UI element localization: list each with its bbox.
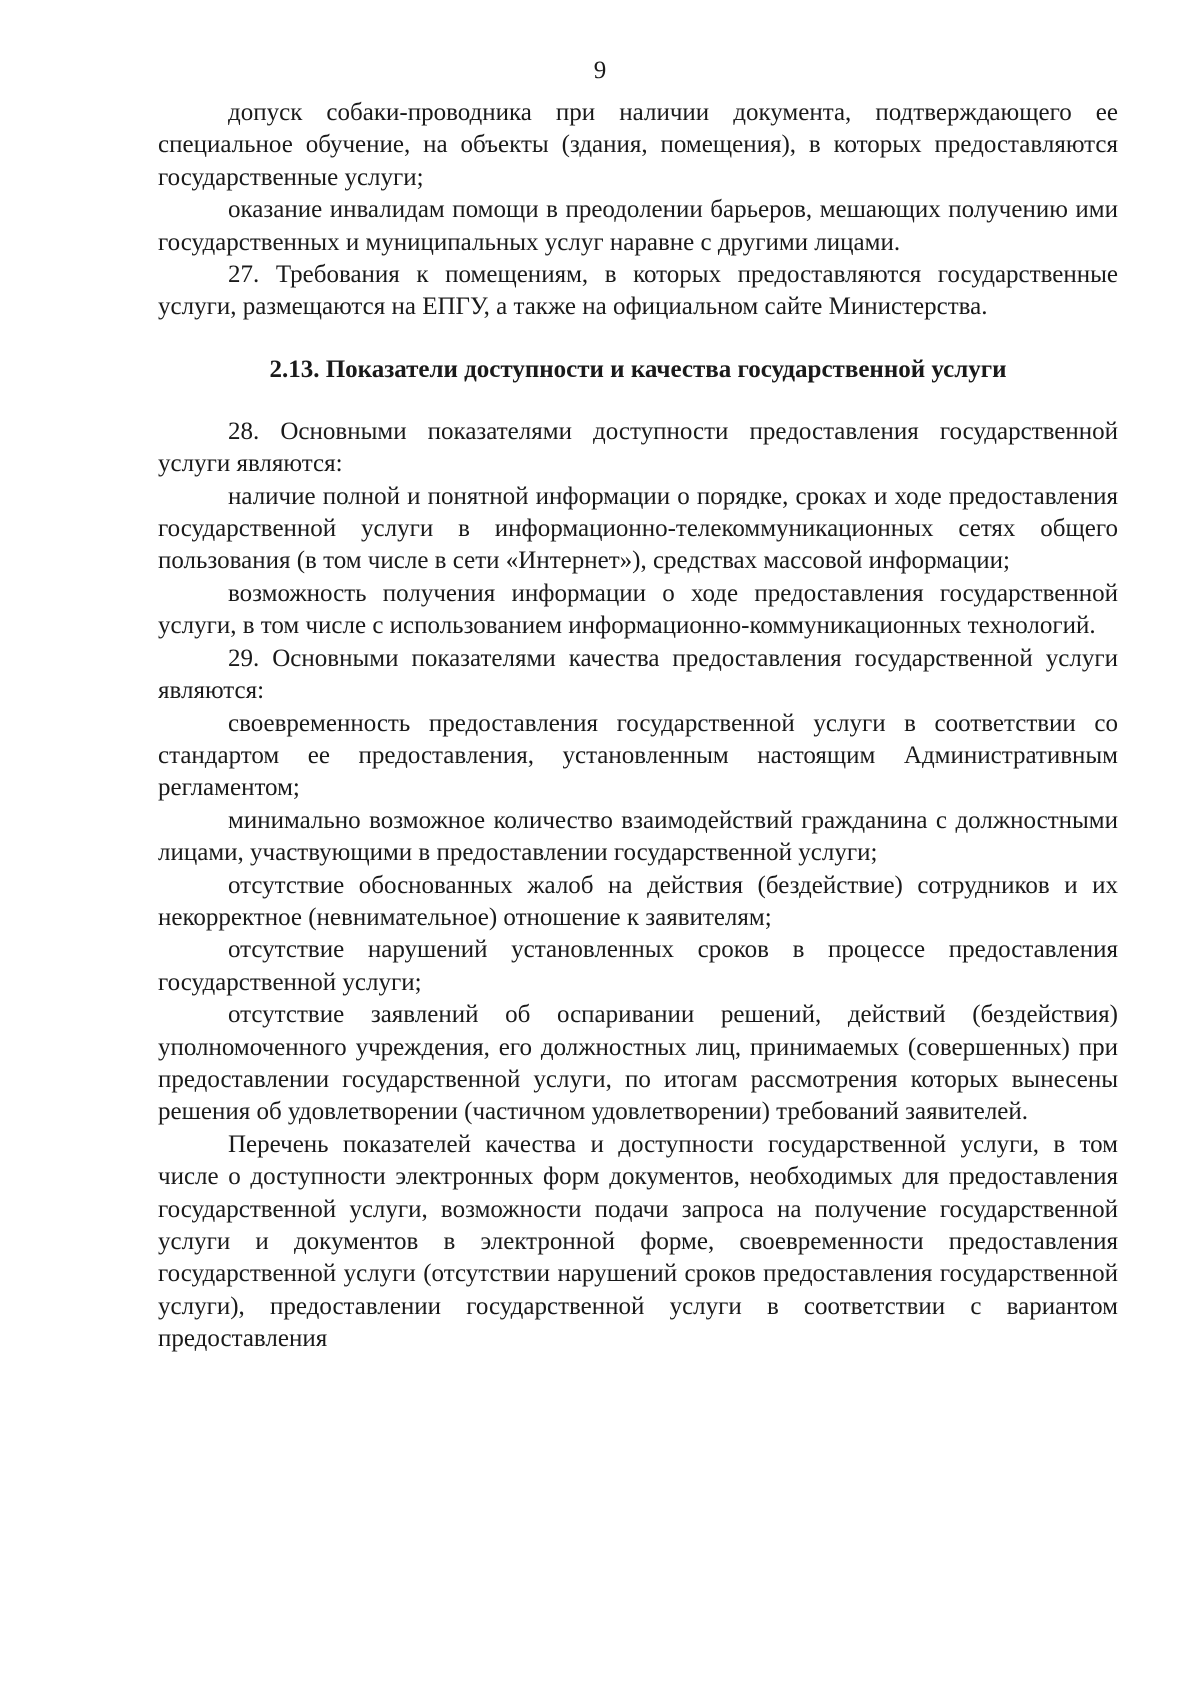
paragraph-no-deadline-violations: отсутствие нарушений установленных сроков в процессе предоставления государственной услуги; xyxy=(158,936,1118,996)
paragraph-no-complaints: отсутствие обоснованных жалоб на действия (бездействие) сотрудников и их некорректное (невнимательное) отношение к заявителям; xyxy=(158,871,1118,931)
paragraph-progress-information: возможность получения информации о ходе предоставления государственной услуги, в том числе с использованием информационно-коммуникационных технологий. xyxy=(158,579,1118,640)
paragraph-minimal-interactions: минимально возможное количество взаимодействий гражданина с должностными лицами, участвующими в предоставлении государственной услуги; xyxy=(158,806,1118,867)
paragraph-no-disputes: отсутствие заявлений об оспаривании решений, действий (бездействия) уполномоченного учреждения, его должностных лиц, принимаемых (совершенных) при предоставлении государственной услуги, по итогам рассмотрения которых вынесены решения об удовлетворении (частичном удовлетворении) требований заявителей. xyxy=(158,1001,1118,1126)
paragraph-information-availability: наличие полной и понятной информации о порядке, сроках и ходе предоставления государственной услуги в информационно-телекоммуникационных сетях общего пользования (в том числе в сети «Интернет»), средствах массовой информации; xyxy=(158,482,1118,575)
paragraph-barrier-assistance: оказание инвалидам помощи в преодолении барьеров, мешающих получению ими государственных и муниципальных услуг наравне с другими лицами. xyxy=(158,196,1118,256)
page-number: 9 xyxy=(593,57,607,84)
paragraph-27-premises-requirements: 27. Требования к помещениям, в которых предоставляются государственные услуги, размещаются на ЕПГУ, а также на официальном сайте Министерства. xyxy=(158,261,1118,321)
paragraph-timeliness: своевременность предоставления государственной услуги в соответствии со стандартом ее предоставления, установленным настоящим Административным регламентом; xyxy=(158,709,1118,802)
document-body xyxy=(158,97,1118,1356)
paragraph-29-quality-indicators: 29. Основными показателями качества предоставления государственной услуги являются: xyxy=(158,644,1118,705)
paragraph-28-accessibility-indicators: 28. Основными показателями доступности предоставления государственной услуги являются: xyxy=(158,417,1118,478)
paragraph-indicator-list: Перечень показателей качества и доступности государственной услуги, в том числе о доступности электронных форм документов, необходимых для предоставления государственной услуги, возможности подачи запроса на получение государственной услуги и документов в электронной форме, своевременности предоставления государственной услуги (отсутствии нарушений сроков предоставления государственной услуги), предоставлении государственной услуги в соответствии с вариантом предоставления xyxy=(158,1130,1118,1353)
section-heading-2-13: 2.13. Показатели доступности и качества государственной услуги xyxy=(269,355,1007,383)
paragraph-guide-dog: допуск собаки-проводника при наличии документа, подтверждающего ее специальное обучение, на объекты (здания, помещения), в которых предоставляются государственные услуги; xyxy=(158,99,1118,191)
